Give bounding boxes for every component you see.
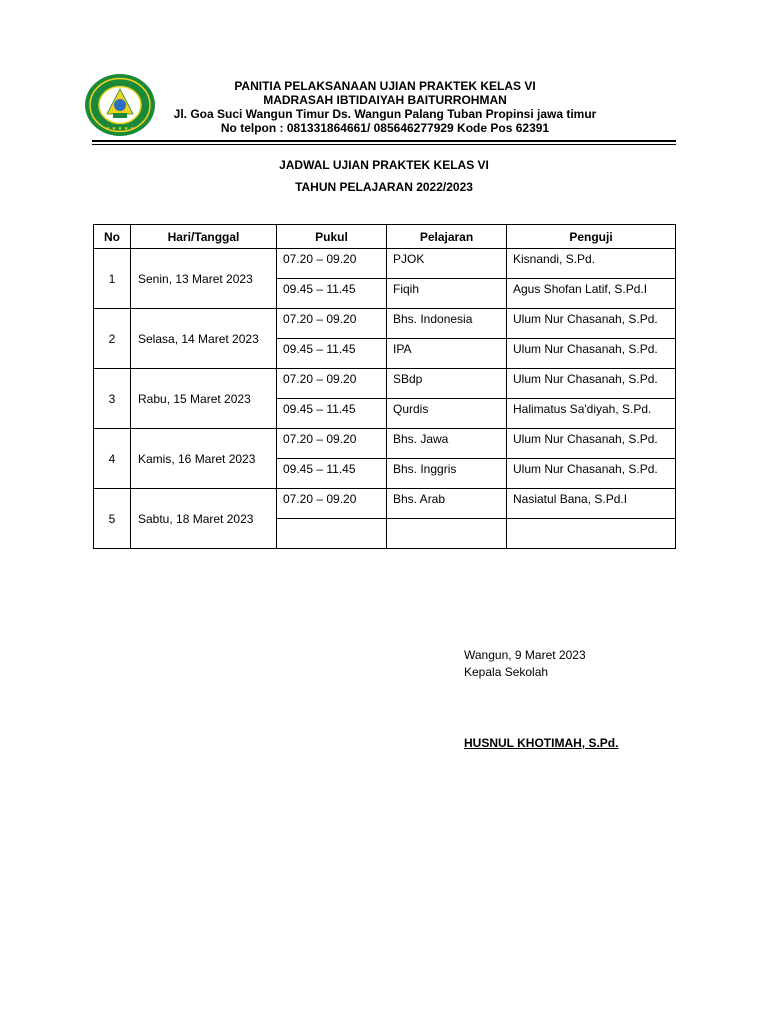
letterhead-divider-thin: [92, 144, 676, 145]
exam-time: 09.45 – 11.45: [277, 399, 387, 429]
column-header-subject: Pelajaran: [387, 225, 507, 249]
exam-examiner: Agus Shofan Latif, S.Pd.I: [507, 279, 676, 309]
exam-time: 07.20 – 09.20: [277, 309, 387, 339]
signature-place-date: Wangun, 9 Maret 2023: [464, 648, 586, 662]
committee-name: PANITIA PELAKSANAAN UJIAN PRAKTEK KELAS VI: [234, 79, 536, 93]
exam-time: 07.20 – 09.20: [277, 249, 387, 279]
document-subtitle: TAHUN PELAJARAN 2022/2023: [295, 180, 473, 194]
table-row: [94, 429, 676, 459]
madrasah-logo-icon: [83, 72, 157, 138]
row-number: 4: [94, 429, 131, 489]
svg-text:★ ★ ★ ★ ★: ★ ★ ★ ★ ★: [105, 126, 135, 132]
exam-subject: Fiqih: [387, 279, 507, 309]
exam-time: 07.20 – 09.20: [277, 369, 387, 399]
exam-examiner: Nasiatul Bana, S.Pd.I: [507, 489, 676, 519]
column-header-examiner: Penguji: [507, 225, 676, 249]
row-number: 2: [94, 309, 131, 369]
exam-schedule-table: [93, 224, 676, 549]
exam-examiner: Ulum Nur Chasanah, S.Pd.: [507, 429, 676, 459]
letterhead: [160, 79, 610, 135]
letterhead-divider-thick: [92, 140, 676, 142]
exam-subject: Bhs. Indonesia: [387, 309, 507, 339]
exam-date: Senin, 13 Maret 2023: [131, 249, 277, 309]
exam-subject: SBdp: [387, 369, 507, 399]
exam-time: 07.20 – 09.20: [277, 429, 387, 459]
exam-time: 07.20 – 09.20: [277, 489, 387, 519]
exam-examiner: Ulum Nur Chasanah, S.Pd.: [507, 369, 676, 399]
signature-position: Kepala Sekolah: [464, 665, 549, 679]
exam-examiner: Ulum Nur Chasanah, S.Pd.: [507, 459, 676, 489]
exam-time: 09.45 – 11.45: [277, 279, 387, 309]
signature-block: [464, 647, 586, 681]
column-header-date: Hari/Tanggal: [131, 225, 277, 249]
exam-time: 09.45 – 11.45: [277, 339, 387, 369]
school-contact: No telpon : 081331864661/ 085646277929 Kode Pos 62391: [220, 121, 550, 135]
exam-date: Rabu, 15 Maret 2023: [131, 369, 277, 429]
exam-examiner: Ulum Nur Chasanah, S.Pd.: [507, 309, 676, 339]
table-header-row: [94, 225, 676, 249]
exam-subject: Bhs. Jawa: [387, 429, 507, 459]
school-name: MADRASAH IBTIDAIYAH BAITURROHMAN: [263, 93, 507, 107]
row-number: 1: [94, 249, 131, 309]
exam-date: Sabtu, 18 Maret 2023: [131, 489, 277, 549]
column-header-time: Pukul: [277, 225, 387, 249]
exam-subject: IPA: [387, 339, 507, 369]
table-row: [94, 249, 676, 279]
column-header-no: No: [94, 225, 131, 249]
exam-subject: [387, 519, 507, 549]
exam-subject: Qurdis: [387, 399, 507, 429]
exam-examiner: [507, 519, 676, 549]
exam-date: Kamis, 16 Maret 2023: [131, 429, 277, 489]
table-row: [94, 369, 676, 399]
exam-subject: Bhs. Inggris: [387, 459, 507, 489]
exam-examiner: Ulum Nur Chasanah, S.Pd.: [507, 339, 676, 369]
row-number: 3: [94, 369, 131, 429]
table-row: [94, 309, 676, 339]
exam-date: Selasa, 14 Maret 2023: [131, 309, 277, 369]
row-number: 5: [94, 489, 131, 549]
exam-subject: Bhs. Arab: [387, 489, 507, 519]
exam-subject: PJOK: [387, 249, 507, 279]
signatory-name: HUSNUL KHOTIMAH, S.Pd.: [464, 736, 619, 750]
document-title: JADWAL UJIAN PRAKTEK KELAS VI: [279, 158, 489, 172]
exam-time: 09.45 – 11.45: [277, 459, 387, 489]
exam-examiner: Halimatus Sa'diyah, S.Pd.: [507, 399, 676, 429]
table-row: [94, 489, 676, 519]
exam-examiner: Kisnandi, S.Pd.: [507, 249, 676, 279]
exam-time: [277, 519, 387, 549]
school-address: Jl. Goa Suci Wangun Timur Ds. Wangun Palang Tuban Propinsi jawa timur: [173, 107, 597, 121]
